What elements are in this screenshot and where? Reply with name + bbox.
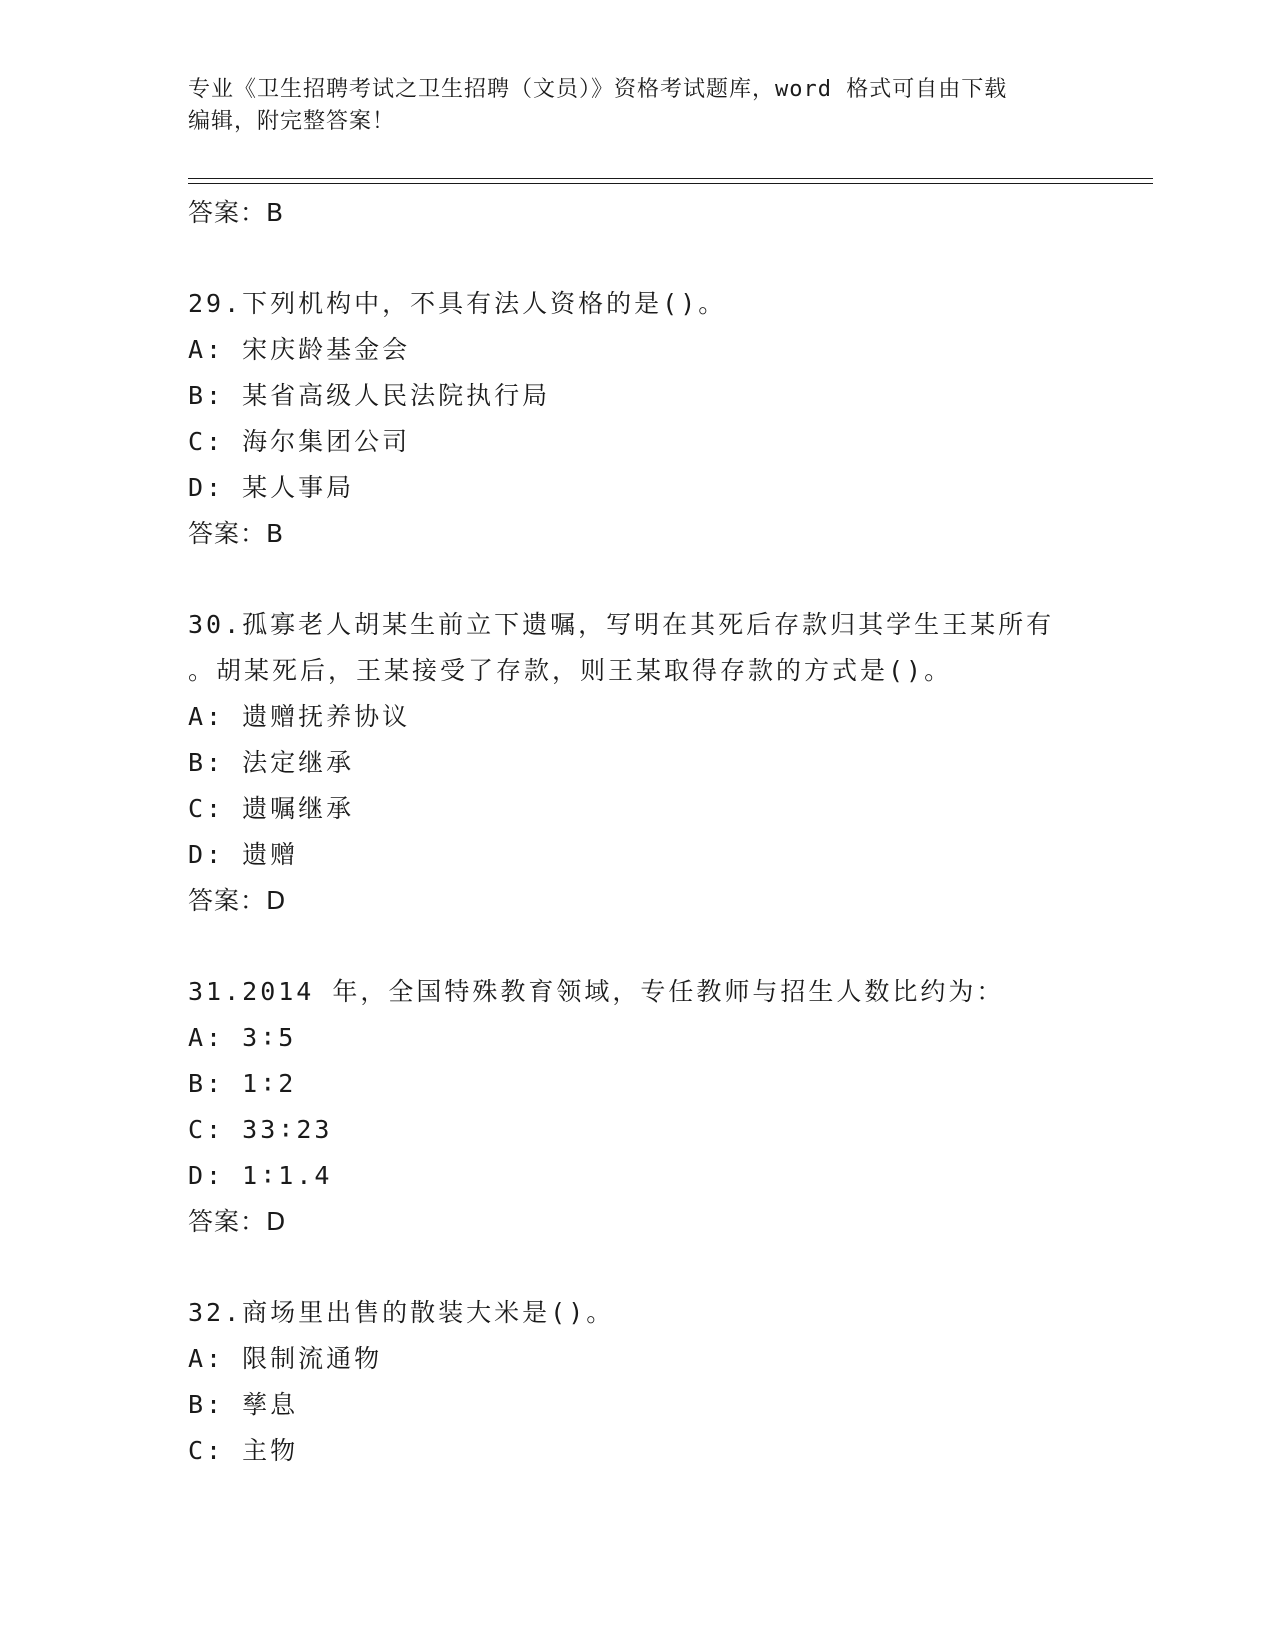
question-stem: 29.下列机构中，不具有法人资格的是()。: [188, 289, 727, 318]
option-a: A: 限制流通物: [188, 1344, 383, 1373]
question-stem: 32.商场里出售的散装大米是()。: [188, 1298, 615, 1327]
option-text: 主物: [242, 1436, 299, 1465]
option-text: 33∶23: [242, 1115, 333, 1144]
answer-line: 答案：D: [188, 886, 287, 915]
option-text: 遗赠抚养协议: [242, 702, 411, 731]
header-line-2: 编辑，附完整答案！: [188, 109, 396, 134]
option-text: 1∶2: [242, 1069, 297, 1098]
option-text: 3∶5: [242, 1023, 297, 1052]
question-29: [188, 281, 1128, 557]
header-rule-top: [188, 178, 1153, 179]
header-line-1: 专业《卫生招聘考试之卫生招聘（文员）》资格考试题库，word 格式可自由下载: [188, 77, 1008, 102]
question-31: [188, 969, 1128, 1245]
option-b: B: 法定继承: [188, 748, 355, 777]
option-text: 海尔集团公司: [242, 427, 411, 456]
question-stem-line-1: 30.孤寡老人胡某生前立下遗嘱，写明在其死后存款归其学生王某所有: [188, 610, 1055, 639]
option-text: 某省高级人民法院执行局: [242, 381, 551, 410]
option-b: B: 某省高级人民法院执行局: [188, 381, 551, 410]
option-text: 限制流通物: [242, 1344, 383, 1373]
question-list: [188, 190, 1128, 1474]
header-rule-bottom: [188, 183, 1153, 184]
option-text: 遗赠: [242, 840, 299, 869]
option-d: D: 1∶1.4: [188, 1161, 333, 1190]
option-c: C: 主物: [188, 1436, 299, 1465]
option-d: D: 遗赠: [188, 840, 299, 869]
document-header: [188, 74, 1088, 138]
option-c: C: 遗嘱继承: [188, 794, 355, 823]
question-32: [188, 1290, 1128, 1474]
answer-line: 答案：D: [188, 1207, 287, 1236]
option-text: 遗嘱继承: [242, 794, 355, 823]
option-text: 某人事局: [242, 473, 355, 502]
option-a: A: 3∶5: [188, 1023, 297, 1052]
option-text: 宋庆龄基金会: [242, 335, 411, 364]
option-d: D: 某人事局: [188, 473, 355, 502]
option-c: C: 33∶23: [188, 1115, 333, 1144]
option-text: 1∶1.4: [242, 1161, 333, 1190]
option-text: 法定继承: [242, 748, 355, 777]
option-b: B: 1∶2: [188, 1069, 297, 1098]
option-a: A: 遗赠抚养协议: [188, 702, 411, 731]
question-30: [188, 602, 1128, 924]
option-c: C: 海尔集团公司: [188, 427, 411, 456]
question-stem: 31.2014 年，全国特殊教育领域，专任教师与招生人数比约为：: [188, 977, 1005, 1006]
question-stem-line-2: 。胡某死后，王某接受了存款，则王某取得存款的方式是()。: [188, 656, 953, 685]
answer-line: 答案：B: [188, 198, 285, 227]
answer-line: 答案：B: [188, 519, 285, 548]
option-text: 孳息: [242, 1390, 299, 1419]
option-b: B: 孳息: [188, 1390, 299, 1419]
option-a: A: 宋庆龄基金会: [188, 335, 411, 364]
